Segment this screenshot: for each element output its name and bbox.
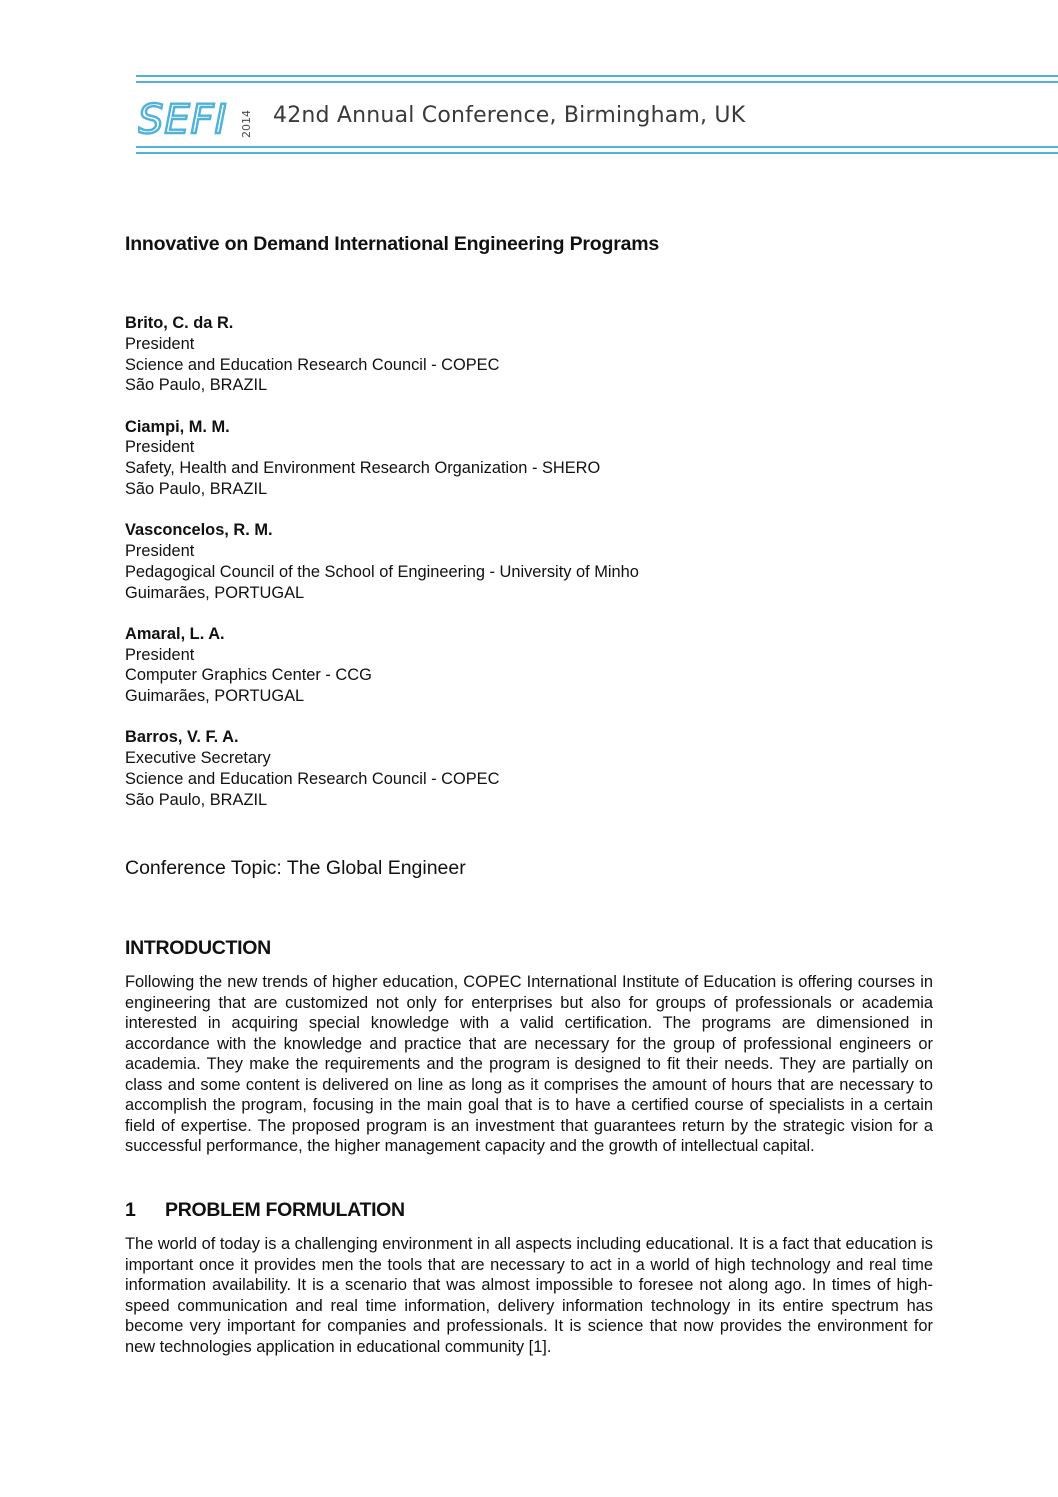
author-block [125,727,945,810]
author-role: President [125,438,195,457]
author-name: Ciampi, M. M. [125,417,230,436]
conference-topic: Conference Topic: The Global Engineer [125,857,466,879]
section-heading-problem-formulation [125,1199,405,1222]
author-name: Vasconcelos, R. M. [125,521,273,540]
logo-text: SEFI [138,100,228,140]
author-role: President [125,645,195,664]
author-location: São Paulo, BRAZIL [125,376,268,395]
author-location: Guimarães, PORTUGAL [125,583,305,602]
introduction-paragraph: Following the new trends of higher education, COPEC International Institute of Education is offering courses in engineering that are customized not only for enterprises but also for groups of professionals or academia interested in acquiring special knowledge with a valid certification. The programs are dimensioned in accordance with the knowledge and practice that are necessary for the group of professional engineers or academia. They make the requirements and the program is designed to fit their needs. They are partially on class and some content is delivered on line as long as it comprises the amount of hours that are necessary to accomplish the program, focusing in the main goal that is to have a certified course of specialists in a certain field of expertise. The proposed program is an investment that guarantees return by the strategic vision for a successful performance, the higher management capacity and the growth of intellectual capital. [125,973,933,1155]
author-affiliation: Science and Education Research Council - COPEC [125,769,500,788]
sefi-logo [138,100,258,140]
author-block [125,520,945,603]
author-list [125,313,945,831]
author-affiliation: Pedagogical Council of the School of Engineering - University of Minho [125,562,639,581]
author-name: Barros, V. F. A. [125,728,239,747]
author-location: Guimarães, PORTUGAL [125,687,305,706]
author-affiliation: Computer Graphics Center - CCG [125,666,372,685]
author-location: São Paulo, BRAZIL [125,790,268,809]
section-number: 1 [125,1199,136,1221]
problem-formulation-paragraph: The world of today is a challenging environment in all aspects including educational. It is a fact that education is important once it provides men the tools that are necessary to act in a world of high technology and real time information availability. It is a scenario that was almost impossible to foresee not along ago. In times of high-speed communication and real time information, delivery information technology in its entire spectrum has become very important for companies and professionals. It is science that now provides the environment for new technologies application in educational community [1]. [125,1235,933,1356]
header-rule-top-2 [136,81,1058,83]
author-role: President [125,541,195,560]
author-affiliation: Safety, Health and Environment Research Organization - SHERO [125,459,601,478]
author-role: Executive Secretary [125,749,271,768]
author-block [125,417,945,500]
section-heading-introduction: INTRODUCTION [125,937,271,959]
paper-title: Innovative on Demand International Engineering Programs [125,233,660,255]
author-name: Amaral, L. A. [125,624,225,643]
header-rule-bottom-2 [136,152,1058,154]
author-location: São Paulo, BRAZIL [125,479,268,498]
author-block [125,313,945,396]
author-role: President [125,334,195,353]
author-affiliation: Science and Education Research Council - COPEC [125,355,500,374]
author-block [125,624,945,707]
header-rule-bottom-1 [136,146,1058,148]
author-name: Brito, C. da R. [125,314,234,332]
section-title: PROBLEM FORMULATION [165,1199,405,1221]
conference-title: 42nd Annual Conference, Birmingham, UK [273,103,746,128]
header-rule-top-1 [136,75,1058,77]
logo-year: 2014 [240,110,253,138]
